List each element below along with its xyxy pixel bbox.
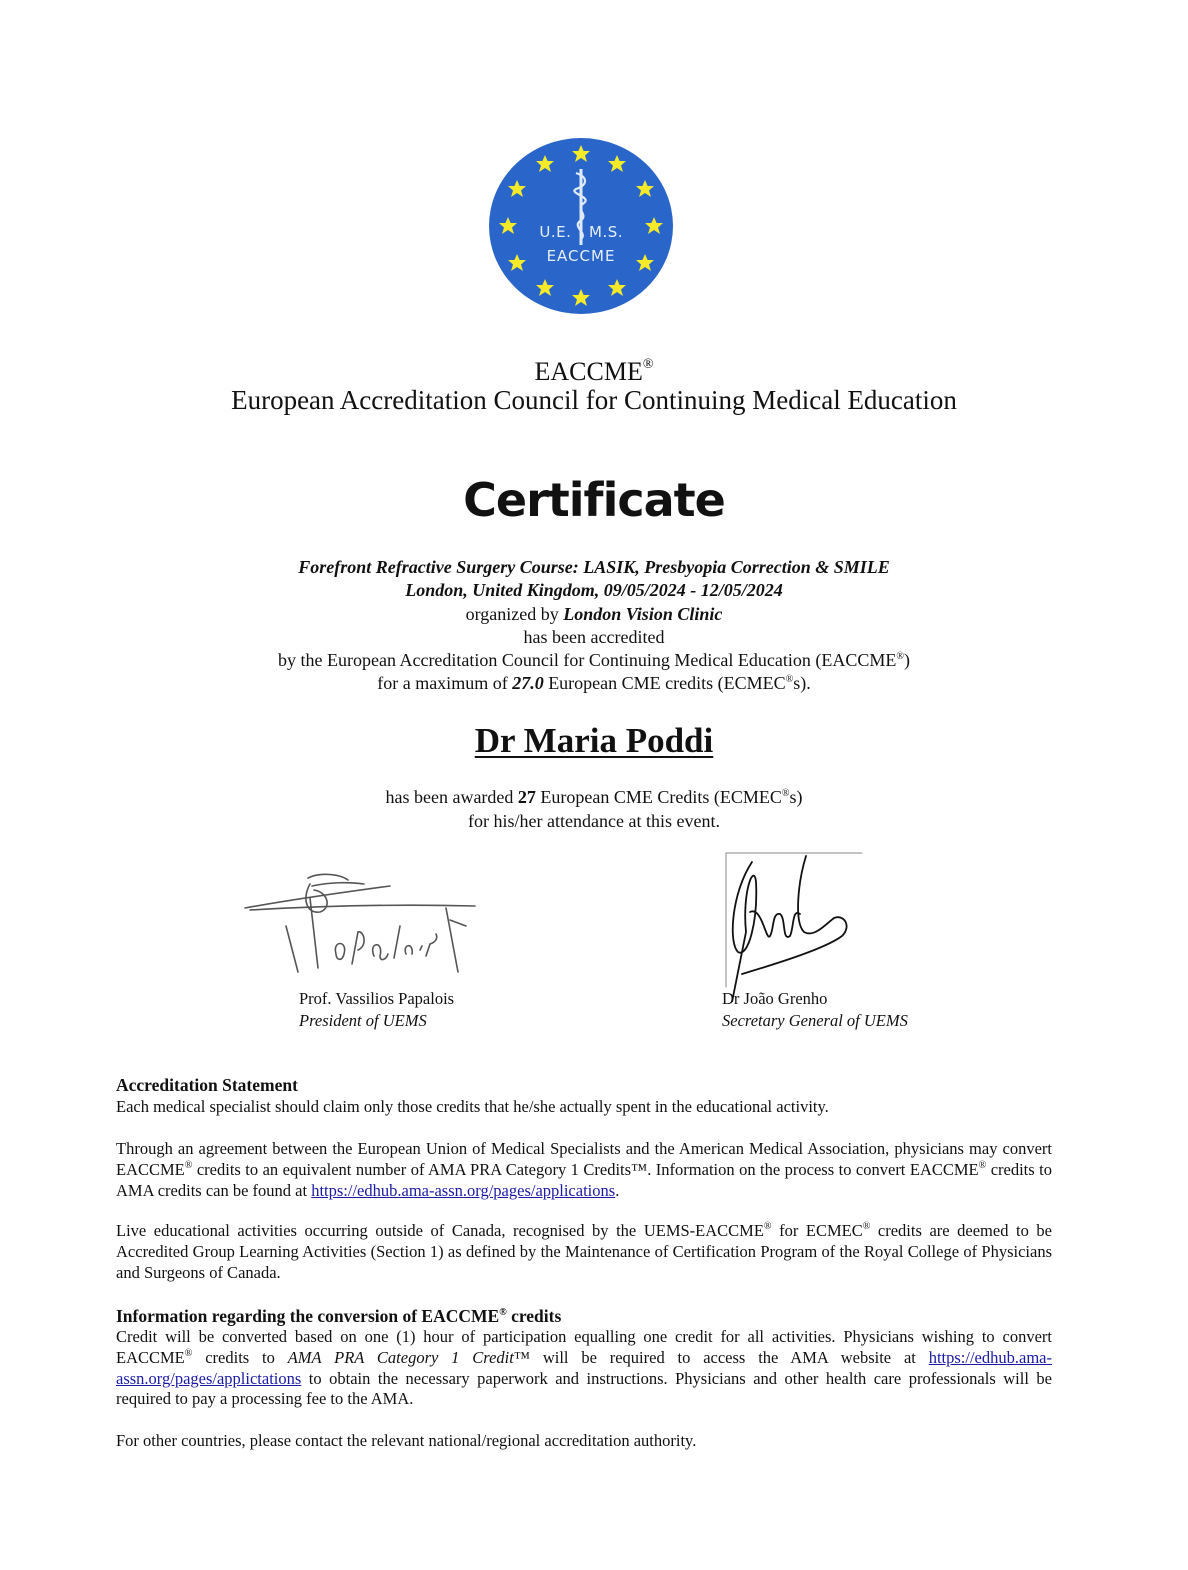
signature-papalois-image: [240, 868, 480, 978]
signatory-2-title: Secretary General of UEMS: [722, 1011, 908, 1030]
award-statement: [0, 786, 1188, 833]
signature-grenho-image: [722, 852, 864, 1002]
conversion-paragraph: Credit will be converted based on one (1) hour of participation equalling one credit for all activities. Physicians wishing to convert EACCME® credits to AMA PRA Category 1 Credit™ will be required to access the AMA website at https://edhub.ama-assn.org/pages/applictations to obtain the necessary paperwork and instructions. Physicians and other health care professionals will be required to pay a processing fee to the AMA.: [116, 1327, 1052, 1409]
signatory-1: [299, 988, 454, 1032]
signatory-1-title: President of UEMS: [299, 1011, 427, 1030]
uems-eaccme-logo: [488, 137, 674, 315]
accreditation-statement-heading: Accreditation Statement: [116, 1075, 298, 1095]
ama-applictations-link[interactable]: https://edhub.ama-assn.org/pages/applictations: [116, 1347, 1052, 1388]
max-credits-line: for a maximum of 27.0 European CME credits (ECMEC®s).: [377, 673, 811, 694]
ama-applications-link[interactable]: https://edhub.ama-assn.org/pages/applications: [311, 1180, 616, 1200]
logo-text-ue: U.E.: [539, 223, 572, 241]
accredited-by-line: by the European Accreditation Council for Continuing Medical Education (EACCME®): [278, 650, 910, 671]
awarded-credits-line: has been awarded 27 European CME Credits (ECMEC®s): [385, 787, 803, 807]
organizer-name: London Vision Clinic: [563, 603, 723, 624]
attendance-line: for his/her attendance at this event.: [468, 810, 720, 831]
org-short-name: [0, 350, 1188, 387]
max-credits-value: 27.0: [512, 673, 544, 694]
organized-by-line: organized by London Vision Clinic: [465, 603, 723, 624]
logo-text-ms: M.S.: [589, 223, 623, 241]
course-name: Forefront Refractive Surgery Course: LASIK, Presbyopia Correction & SMILE: [298, 557, 890, 577]
accredited-line: has been accredited: [523, 626, 665, 647]
accreditation-paragraph-1: Each medical specialist should claim only those credits that he/she actually spent in the educational activity.: [116, 1097, 829, 1116]
registered-mark: ®: [642, 357, 654, 372]
org-full-name: European Accreditation Council for Continuing Medical Education: [231, 385, 957, 415]
org-acronym: EACCME: [534, 357, 643, 386]
logo-text-eaccme: EACCME: [546, 247, 616, 265]
certificate-title: Certificate: [463, 473, 725, 527]
course-location-dates: London, United Kingdom, 09/05/2024 - 12/05/2024: [405, 580, 783, 601]
signatory-1-name: Prof. Vassilios Papalois: [299, 989, 455, 1008]
recipient-name: Dr Maria Poddi: [474, 721, 714, 760]
accreditation-paragraph-3: Live educational activities occurring outside of Canada, recognised by the UEMS-EACCME® for ECMEC® credits are deemed to be Accredited Group Learning Activities (Section 1) as defined by the Maintenance of Certification Program of the Royal College of Physicians and Surgeons of Canada.: [116, 1221, 1052, 1282]
signatory-2: [722, 988, 908, 1032]
accreditation-paragraph-2: Through an agreement between the European Union of Medical Specialists and the American Medical Association, physicians may convert EACCME® credits to an equivalent number of AMA PRA Category 1 Credits™. Information on the process to convert EACCME® credits to AMA credits can be found at https://edhub.ama-assn.org/pages/applications.: [116, 1139, 1052, 1200]
awarded-credits-value: 27: [517, 787, 536, 807]
other-countries-note: For other countries, please contact the relevant national/regional accreditation authority.: [116, 1431, 697, 1450]
course-details: [0, 556, 1188, 696]
signatory-2-name: Dr João Grenho: [722, 989, 828, 1008]
conversion-info-heading: Information regarding the conversion of EACCME® credits: [116, 1306, 562, 1326]
